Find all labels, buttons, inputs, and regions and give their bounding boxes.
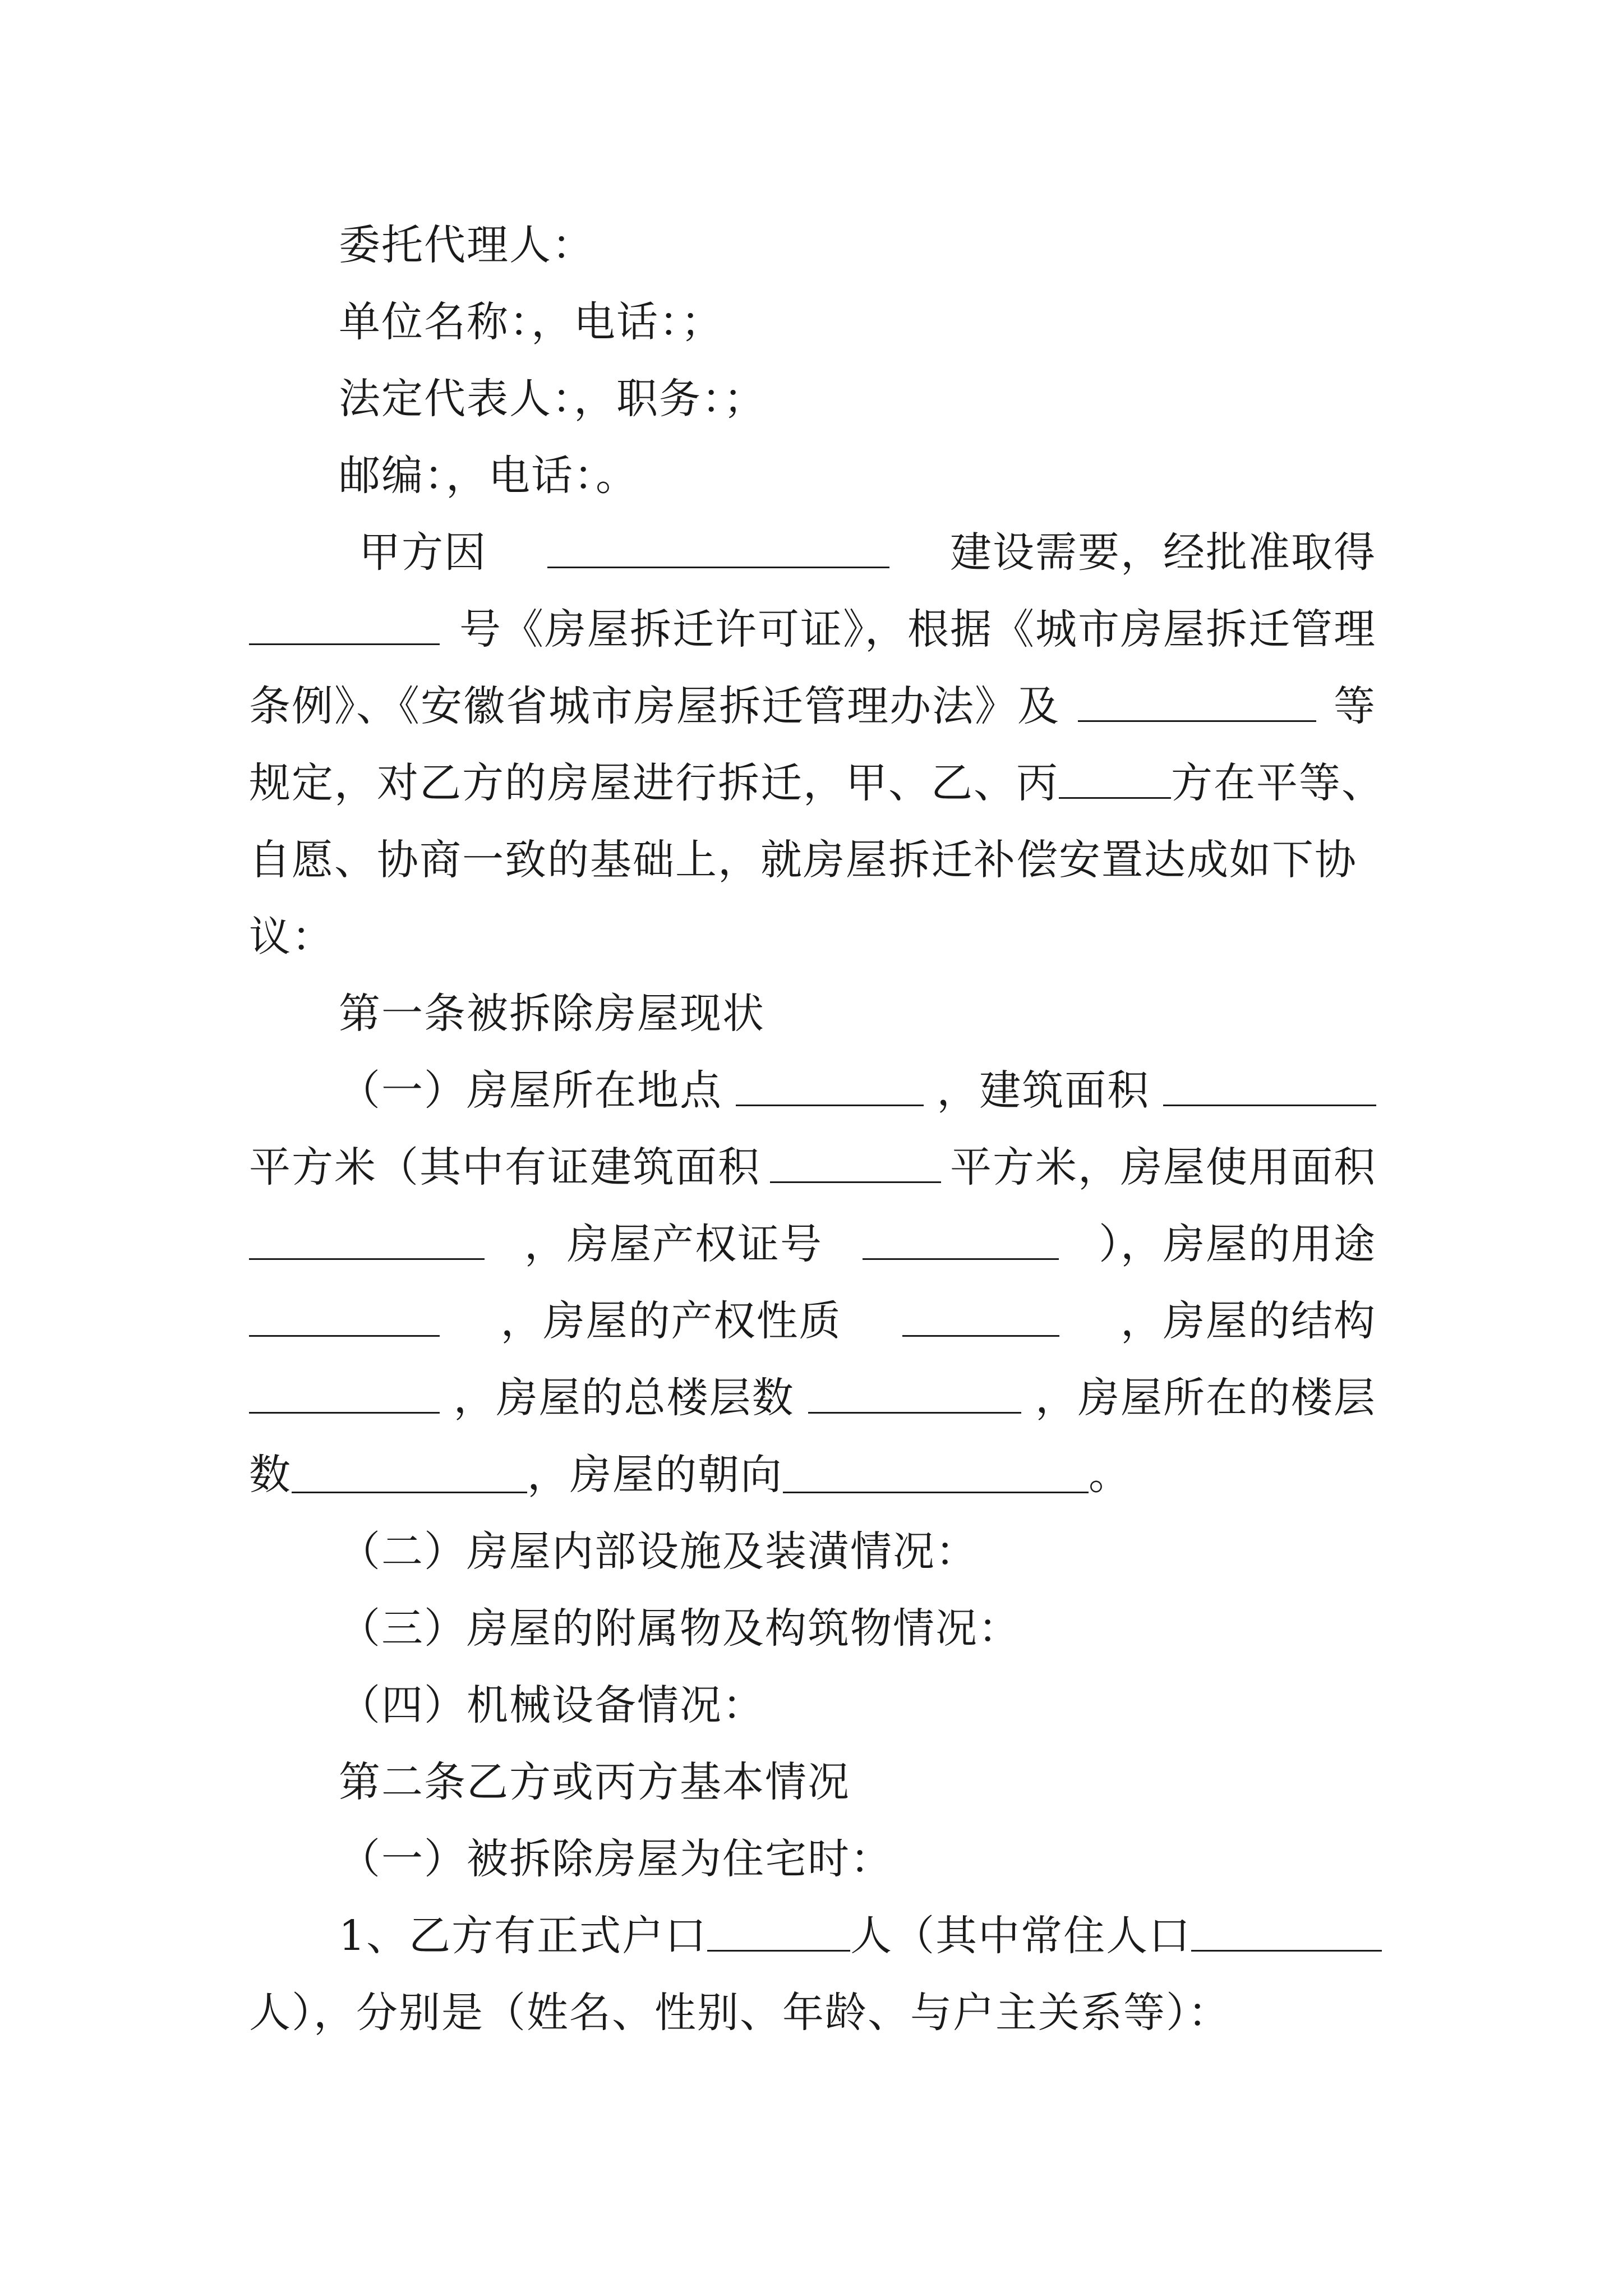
title-certificate-number-blank xyxy=(863,1225,1059,1260)
house-status-line-5: ，房屋的总楼层数 ，房屋所在的楼层 xyxy=(249,1364,1376,1432)
permit-number-blank xyxy=(249,610,440,645)
house-status-line-6: 数 ，房屋的朝向 。 xyxy=(249,1451,1131,1499)
residential-case-line: （一）被拆除房屋为住宅时： xyxy=(339,1835,893,1883)
article-2-heading: 第二条乙方或丙方基本情况 xyxy=(339,1758,850,1806)
house-structure-blank xyxy=(249,1378,440,1414)
household-line-1: 1、乙方有正式户口 人（其中常住人口 xyxy=(339,1902,1376,1970)
preamble-line-2: 号《房屋拆迁许可证》，根据《城市房屋拆迁管理 xyxy=(249,596,1376,663)
unit-name-line: 单位名称：，电话：； xyxy=(339,298,723,346)
floor-number-blank xyxy=(292,1458,527,1493)
attachments-line: （三）房屋的附属物及构筑物情况： xyxy=(339,1604,1021,1653)
preamble-line-6: 议： xyxy=(249,913,334,961)
household-line-2: 人），分别是（姓名、性别、年龄、与户主关系等）： xyxy=(249,1989,1230,2037)
house-location-blank xyxy=(736,1071,924,1106)
orientation-blank xyxy=(783,1458,1089,1493)
registered-persons-blank xyxy=(707,1916,850,1952)
preamble-line-1: 甲方因 建设需要，经批准取得 xyxy=(359,528,1376,577)
project-name-blank xyxy=(547,533,889,568)
usable-area-blank xyxy=(249,1225,485,1260)
house-status-line-3: ，房屋产权证号 ），房屋的用途 xyxy=(249,1211,1376,1278)
preamble-line-3: 条例》、《安徽省城市房屋拆迁管理办法》及 等 xyxy=(249,682,1376,730)
house-status-line-2: 平方米（其中有证建筑面积 平方米，房屋使用面积 xyxy=(249,1143,1376,1191)
certified-area-blank xyxy=(770,1148,941,1183)
building-area-blank xyxy=(1163,1071,1376,1106)
legal-representative-line: 法定代表人：，职务：； xyxy=(339,375,766,423)
house-use-blank xyxy=(249,1301,440,1337)
machinery-line: （四）机械设备情况： xyxy=(339,1681,765,1729)
preamble-line-4: 规定，对乙方的房屋进行拆迁，甲、乙、丙 方在平等、 xyxy=(249,759,1384,807)
other-regulations-blank xyxy=(1078,687,1316,722)
preamble-line-5: 自愿、协商一致的基础上，就房屋拆迁补偿安置达成如下协 xyxy=(249,836,1357,884)
house-status-line-4: ，房屋的产权性质 ，房屋的结构 xyxy=(249,1287,1376,1355)
total-floors-blank xyxy=(808,1378,1021,1414)
article-1-heading: 第一条被拆除房屋现状 xyxy=(339,990,765,1038)
property-nature-blank xyxy=(902,1301,1059,1337)
interior-facilities-line: （二）房屋内部设施及装潢情况： xyxy=(339,1527,978,1576)
parties-blank xyxy=(1059,763,1171,799)
house-status-line-1: （一）房屋所在地点 ，建筑面积 xyxy=(339,1057,1376,1124)
postcode-line: 邮编：，电话：。 xyxy=(339,452,638,500)
resident-persons-blank xyxy=(1191,1916,1382,1952)
entrusted-agent-line: 委托代理人： xyxy=(339,221,594,269)
